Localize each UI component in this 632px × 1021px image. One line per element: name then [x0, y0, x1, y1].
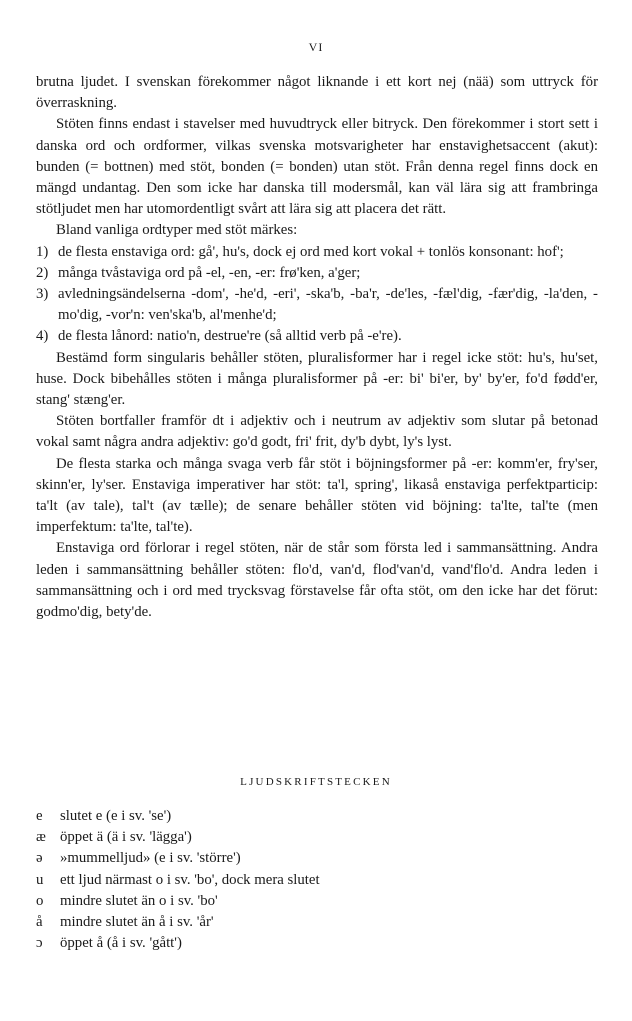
numbered-list	[36, 242, 598, 348]
legend-row	[36, 933, 596, 954]
legend-row	[36, 827, 596, 848]
symbol-description: mindre slutet än å i sv. 'år'	[60, 914, 214, 931]
symbol-legend	[36, 806, 596, 954]
list-number: 2)	[36, 264, 49, 281]
symbol-description: ett ljud närmast o i sv. 'bo', dock mera slutet	[60, 871, 320, 888]
symbol-description: öppet ä (ä i sv. 'lägga')	[60, 829, 192, 846]
section-heading: LJUDSKRIFTSTECKEN	[240, 776, 392, 788]
list-item	[36, 284, 598, 326]
phonetic-symbol: u	[36, 871, 44, 888]
page-number: VI	[308, 40, 324, 54]
list-number: 3)	[36, 286, 49, 303]
legend-row	[36, 806, 596, 827]
body-text	[36, 72, 598, 623]
legend-row	[36, 848, 596, 869]
list-text: avledningsändelserna -dom', -he'd, -eri', -ska'b, -ba'r, -de'les, -fæl'dig, -fær'dig, -la'den, -mo'dig, -vor'n: ven'ska'b, al'menhe'd;	[58, 286, 598, 324]
symbol-description: slutet e (e i sv. 'se')	[60, 808, 172, 824]
symbol-description: »mummelljud» (e i sv. 'större')	[60, 850, 241, 867]
paragraph: Bestämd form singularis behåller stöten, pluralisformer har i regel icke stöt: hu's, hu'set, huse. Dock bibehålles stöten i många pluralisformer på -er: bi' bi'er, by' by'er, fo'd fødd'er, stang' stæng'er.	[36, 349, 598, 409]
list-text: de flesta lånord: natio'n, destrue're (så alltid verb på -e're).	[58, 328, 402, 345]
legend-row	[36, 912, 596, 933]
paragraph: Bland vanliga ordtyper med stöt märkes:	[56, 222, 298, 239]
list-text: många tvåstaviga ord på -el, -en, -er: frø'ken, a'ger;	[58, 264, 361, 281]
list-item	[36, 326, 598, 347]
phonetic-symbol: o	[36, 892, 44, 909]
list-number: 1)	[36, 243, 49, 260]
paragraph: De flesta starka och många svaga verb får stöt i böjningsformer på -er: komm'er, fry'ser, skinn'er, ly'ser. Enstaviga imperativer har stöt: ta'l, spring', likaså enstaviga perfektparticip: ta'lt (av tale), tal't (av tælle); de senare behåller stöten vid böjning: ta'lte, tal'te (men imperfektum: ta'lte, tal'te).	[36, 455, 598, 536]
paragraph: brutna ljudet. I svenskan förekommer något liknande i ett kort nej (nää) som uttryck för överraskning.	[36, 74, 598, 112]
symbol-description: öppet å (å i sv. 'gått')	[60, 935, 182, 952]
list-item	[36, 263, 598, 284]
phonetic-symbol: æ	[36, 829, 46, 846]
phonetic-symbol: å	[36, 914, 43, 931]
legend-row	[36, 891, 596, 912]
phonetic-symbol: ə	[36, 850, 43, 867]
list-number: 4)	[36, 328, 49, 345]
phonetic-symbol: e	[36, 808, 43, 824]
phonetic-symbol: ɔ	[36, 935, 43, 952]
legend-row	[36, 870, 596, 891]
symbol-description: mindre slutet än o i sv. 'bo'	[60, 892, 218, 909]
paragraph: Stöten finns endast i stavelser med huvudtryck eller bitryck. Den förekommer i stort sett i danska ord och ordformer, vilkas svenska motsvarigheter har enstavighetsaccent (akut): bunden (= bottnen) med stöt, bonden (= bonden) utan stöt. Från denna regel finns dock en mängd undantag. Den som icke har danska till modersmål, kan väl lära sig att frambringa stötljudet men har utomordentligt svårt att lära sig att placera det rätt.	[36, 116, 598, 218]
list-item	[36, 242, 598, 263]
paragraph: Stöten bortfaller framför dt i adjektiv och i neutrum av adjektiv som slutar på betonad vokal samt några andra adjektiv: go'd godt, fri' frit, dy'b dybt, ly's lyst.	[36, 413, 598, 451]
paragraph: Enstaviga ord förlorar i regel stöten, när de står som första led i sammansättning. Andra leden i sammansättning behåller stöten: flo'd, van'd, flod'van'd, vand'flo'd. Andra leden i sammansättning och i ord med trycksvag förstavelse får ofta stöt, om den icke har det förut: godmo'dig, bety'de.	[36, 540, 598, 621]
list-text: de flesta enstaviga ord: gå', hu's, dock ej ord med kort vokal + tonlös konsonant: hof';	[58, 243, 564, 260]
